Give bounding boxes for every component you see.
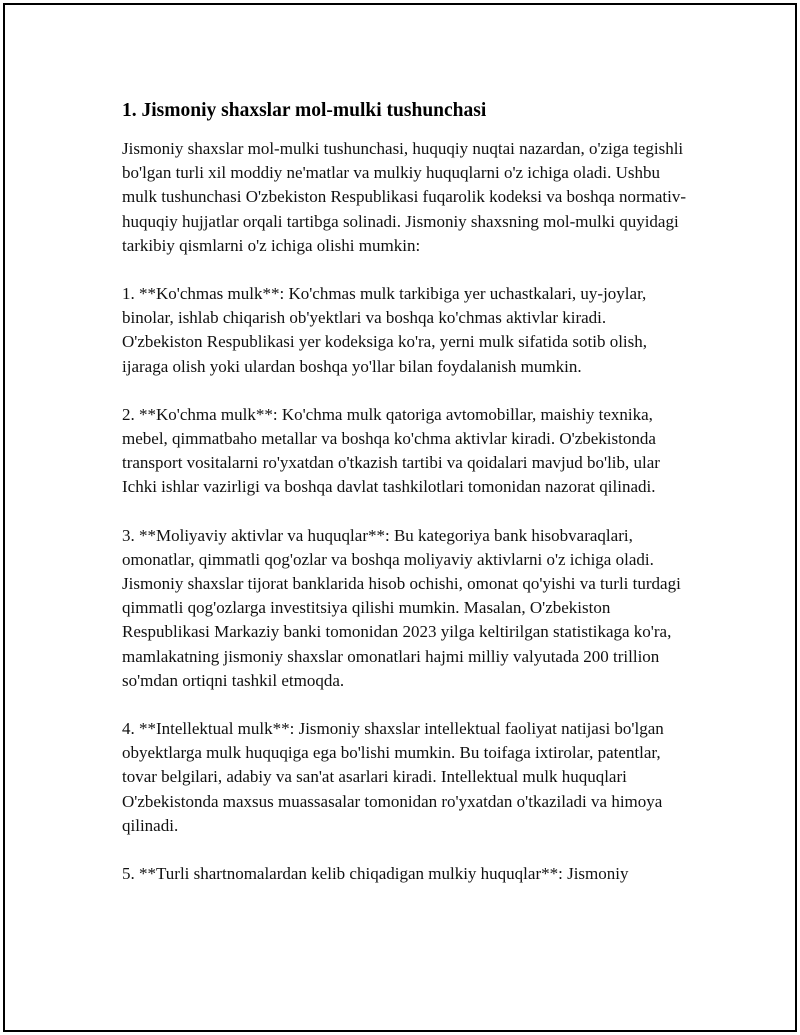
paragraph-intro: Jismoniy shaxslar mol-mulki tushunchasi, huquqiy nuqtai nazardan, o'ziga tegishli bo'lgan turli xil moddiy ne'matlar va mulkiy huquqlarni o'z ichiga oladi. Ushbu mulk tushunchasi O'zbekiston Respublikasi fuqarolik kodeksi va boshqa normativ-huquqiy hujjatlar orqali tartibga solinadi. Jismoniy shaxsning mol-mulki quyidagi tarkibiy qismlarni o'z ichiga olishi mumkin: [122,139,686,255]
section-heading: 1. Jismoniy shaxslar mol-mulki tushunchasi [122,100,487,121]
paragraph-movable-property: 2. **Ko'chma mulk**: Ko'chma mulk qatoriga avtomobillar, maishiy texnika, mebel, qimmatbaho metallar va boshqa ko'chma aktivlar kiradi. O'zbekistonda transport vositalarni ro'yxatdan o'tkazish tartibi va qoidalari mavjud bo'lib, ular Ichki ishlar vazirligi va boshqa davlat tashkilotlari tomonidan nazorat qilinadi. [122,404,660,497]
paragraph-immovable-property: 1. **Ko'chmas mulk**: Ko'chmas mulk tarkibiga yer uchastkalari, uy-joylar, binolar, ishlab chiqarish ob'yektlari va boshqa ko'chmas aktivlar kiradi. O'zbekiston Respublikasi yer kodeksiga ko'ra, yerni mulk sifatida sotib olish, ijaraga olish yoki ulardan boshqa yo'llar bilan foydalanish mumkin. [122,284,648,376]
paragraph-contractual-rights: 5. **Turli shartnomalardan kelib chiqadigan mulkiy huquqlar**: Jismoniy [122,864,629,884]
document-body [122,99,688,910]
page-frame [3,3,797,1032]
paragraph-financial-assets: 3. **Moliyaviy aktivlar va huquqlar**: Bu kategoriya bank hisobvaraqlari, omonatlar, qimmatli qog'ozlar va boshqa moliyaviy aktivlarni o'z ichiga oladi. Jismoniy shaxslar tijorat banklarida hisob ochishi, omonat qo'yishi va turli turdagi qimmatli qog'ozlarga investitsiya qilishi mumkin. Masalan, O'zbekiston Respublikasi Markaziy banki tomonidan 2023 yilga keltirilgan statistikaga ko'ra, mamlakatning jismoniy shaxslar omonatlari hajmi milliy valyutada 200 trillion so'mdan ortiqni tashkil etmoqda. [122,525,681,690]
paragraph-intellectual-property: 4. **Intellektual mulk**: Jismoniy shaxslar intellektual faoliyat natijasi bo'lgan obyektlarga mulk huquqiga ega bo'lishi mumkin. Bu toifaga ixtirolar, patentlar, tovar belgilari, adabiy va san'at asarlari kiradi. Intellektual mulk huquqlari O'zbekistonda maxsus muassasalar tomonidan ro'yxatdan o'tkaziladi va himoya qilinadi. [122,719,664,835]
